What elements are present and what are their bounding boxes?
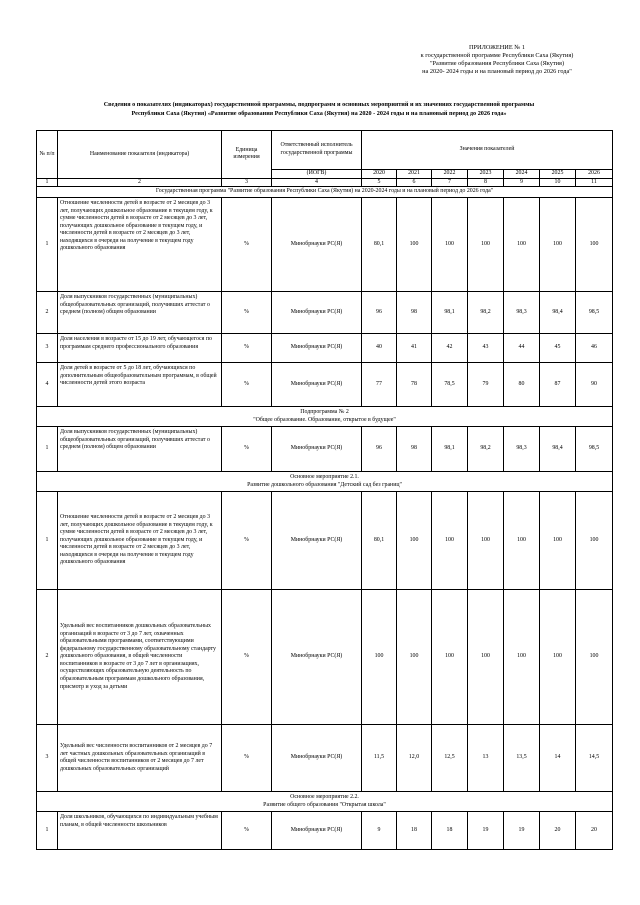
indicator-value: 46: [576, 334, 613, 363]
header-values: Значения показателей: [362, 131, 613, 170]
indicator-value: 98: [397, 292, 432, 334]
indicator-unit: %: [222, 427, 272, 472]
program-title: Государственная программа "Развитие образования Республики Саха (Якутия) на 2020-2024 годы и на плановый период до 2026 года": [37, 187, 613, 198]
indicator-value: 79: [468, 363, 504, 407]
indicator-unit: %: [222, 334, 272, 363]
indicator-value: 43: [468, 334, 504, 363]
indicator-value: 14,5: [576, 725, 613, 792]
indicator-value: 14: [540, 725, 576, 792]
indicator-name: Доля выпускников государственных (муниципальных) общеобразовательных организаций, получивших аттестат о среднем (полном) общем образовании: [58, 292, 222, 334]
indicator-value: 98,1: [432, 427, 468, 472]
section-title-row: [37, 407, 613, 427]
indicator-value: 100: [540, 198, 576, 292]
indicator-value: 80: [504, 363, 540, 407]
indicator-value: 13: [468, 725, 504, 792]
column-number: 11: [576, 178, 613, 187]
appendix-header: [392, 44, 602, 76]
indicator-name: Отношение численности детей в возрасте от 2 месяцев до 3 лет, получающих дошкольное образование в текущем году, к сумме численности детей в возрасте от 2 месяцев до 3 лет, получающих дошкольное образование в текущем году, и численности детей в возрасте от 2 месяцев до 3 лет, находящихся в очереди на получение в текущем году дошкольного образования: [58, 492, 222, 590]
header-year: 2024: [504, 170, 540, 179]
table-row: [37, 725, 613, 792]
header-name: Наименование показателя (индикатора): [58, 131, 222, 179]
section-title-row: [37, 792, 613, 812]
indicator-value: 98,5: [576, 427, 613, 472]
column-number: 3: [222, 178, 272, 187]
indicator-value: 100: [468, 492, 504, 590]
indicator-value: 98,2: [468, 292, 504, 334]
measure-title-number: Основное мероприятие 2.1.: [290, 474, 359, 480]
indicator-value: 19: [504, 812, 540, 850]
header-row: [37, 131, 613, 170]
indicator-value: 98,1: [432, 292, 468, 334]
indicator-unit: %: [222, 292, 272, 334]
column-number: 4: [272, 178, 362, 187]
header-executor: Ответственный исполнитель государственной программы: [272, 131, 362, 170]
column-number: 5: [362, 178, 397, 187]
indicator-value: 100: [576, 198, 613, 292]
indicator-value: 100: [540, 492, 576, 590]
indicator-value: 19: [468, 812, 504, 850]
column-number: 2: [58, 178, 222, 187]
indicator-value: 11,5: [362, 725, 397, 792]
indicator-executor: Минобрнауки РС(Я): [272, 427, 362, 472]
indicator-value: 80,1: [362, 492, 397, 590]
indicator-value: 100: [468, 198, 504, 292]
column-number: 7: [432, 178, 468, 187]
row-num: 2: [37, 292, 58, 334]
indicator-value: 100: [468, 590, 504, 725]
indicator-value: 100: [397, 590, 432, 725]
indicator-unit: %: [222, 725, 272, 792]
column-number: 9: [504, 178, 540, 187]
subprogram-title-number: Подпрограмма № 2: [300, 409, 349, 415]
indicator-value: 80,1: [362, 198, 397, 292]
table-row: [37, 590, 613, 725]
indicator-value: 100: [504, 590, 540, 725]
header-num: № п/п: [37, 131, 58, 179]
indicator-value: 45: [540, 334, 576, 363]
indicator-value: 9: [362, 812, 397, 850]
subprogram-title-name: "Общее образование. Образование, открытое в будущее": [253, 416, 396, 423]
indicator-value: 40: [362, 334, 397, 363]
indicator-value: 98,3: [504, 292, 540, 334]
indicator-value: 41: [397, 334, 432, 363]
indicator-value: 98,5: [576, 292, 613, 334]
indicator-value: 100: [576, 492, 613, 590]
row-num: 1: [37, 427, 58, 472]
indicator-value: 100: [397, 492, 432, 590]
indicator-value: 100: [362, 590, 397, 725]
appendix-line: "Развитие образования Республики Саха (Якутия): [429, 60, 565, 68]
header-unit: Единица измерения: [222, 131, 272, 179]
measure-title: [37, 792, 613, 812]
indicator-value: 100: [432, 590, 468, 725]
indicator-value: 78,5: [432, 363, 468, 407]
indicator-value: 100: [432, 198, 468, 292]
indicator-name: Доля школьников, обучающихся по индивидуальным учебным планам, в общей численности школьников: [58, 812, 222, 850]
indicator-value: 18: [432, 812, 468, 850]
header-year: 2025: [540, 170, 576, 179]
indicator-name: Доля населения в возрасте от 15 до 19 лет, обучающегося по программам среднего профессионального образования: [58, 334, 222, 363]
measure-title-name: Развитие дошкольного образования "Детский сад без границ": [247, 481, 402, 488]
row-num: 1: [37, 492, 58, 590]
header-year: 2021: [397, 170, 432, 179]
row-num: 3: [37, 725, 58, 792]
table-row: [37, 198, 613, 292]
indicator-value: 98: [397, 427, 432, 472]
indicator-value: 96: [362, 292, 397, 334]
appendix-line: на 2020- 2024 годы и на плановый период до 2026 года": [422, 68, 572, 76]
indicator-unit: %: [222, 590, 272, 725]
indicator-name: Удельный вес численности воспитанников от 2 месяцев до 7 лет частных дошкольных образовательных организаций в общей численности воспитанников от 2 месяцев до 7 лет дошкольных образовательных организаций: [58, 725, 222, 792]
indicator-executor: Минобрнауки РС(Я): [272, 292, 362, 334]
indicator-value: 87: [540, 363, 576, 407]
table-row: [37, 292, 613, 334]
indicator-value: 98,4: [540, 427, 576, 472]
indicator-name: Удельный вес воспитанников дошкольных образовательных организаций в возрасте от 3 до 7 лет, охваченных образовательными программами, соответствующими федеральному государственному образовательному стандарту дошкольного образования, в общей численности воспитанников в возрасте от 3 до 7 лет в организациях, осуществляющих образовательную деятельность по образовательным программам дошкольного образования, присмотр и уход за детьми: [58, 590, 222, 725]
row-num: 3: [37, 334, 58, 363]
document-title: [52, 101, 586, 118]
section-title-row: [37, 472, 613, 492]
header-year: 2020: [362, 170, 397, 179]
table-row: [37, 334, 613, 363]
indicator-value: 98,4: [540, 292, 576, 334]
indicator-value: 98,3: [504, 427, 540, 472]
header-year: 2026: [576, 170, 613, 179]
indicator-value: 100: [397, 198, 432, 292]
header-year: 2023: [468, 170, 504, 179]
indicator-executor: Минобрнауки РС(Я): [272, 590, 362, 725]
column-number: 1: [37, 178, 58, 187]
indicator-executor: Минобрнауки РС(Я): [272, 812, 362, 850]
header-year: 2022: [432, 170, 468, 179]
indicator-value: 100: [540, 590, 576, 725]
document-title-line: Сведения о показателях (индикаторах) государственной программы, подпрограмм и основных мероприятий и их значениях государственной программы: [103, 101, 535, 108]
table-row: [37, 363, 613, 407]
indicator-unit: %: [222, 198, 272, 292]
row-num: 2: [37, 590, 58, 725]
indicator-value: 44: [504, 334, 540, 363]
subprogram-title: [37, 407, 613, 427]
table-row: [37, 492, 613, 590]
table-row: [37, 812, 613, 850]
appendix-line: к государственной программе Республики Саха (Якутия): [420, 52, 574, 60]
measure-title-number: Основное мероприятие 2.2.: [290, 794, 359, 800]
row-num: 4: [37, 363, 58, 407]
indicator-executor: Минобрнауки РС(Я): [272, 198, 362, 292]
indicator-value: 12,0: [397, 725, 432, 792]
measure-title-name: Развитие общего образования "Открытая школа": [263, 801, 386, 808]
column-number-row: [37, 178, 613, 187]
appendix-line: ПРИЛОЖЕНИЕ № 1: [469, 44, 525, 51]
indicator-value: 78: [397, 363, 432, 407]
indicator-value: 12,5: [432, 725, 468, 792]
column-number: 8: [468, 178, 504, 187]
indicator-value: 18: [397, 812, 432, 850]
indicator-value: 42: [432, 334, 468, 363]
indicators-table: [36, 130, 613, 850]
indicator-value: 100: [504, 492, 540, 590]
indicator-value: 77: [362, 363, 397, 407]
indicator-value: 13,5: [504, 725, 540, 792]
indicator-value: 20: [540, 812, 576, 850]
indicator-value: 100: [576, 590, 613, 725]
indicator-unit: %: [222, 363, 272, 407]
table-row: [37, 427, 613, 472]
column-number: 10: [540, 178, 576, 187]
column-number: 6: [397, 178, 432, 187]
row-num: 1: [37, 198, 58, 292]
indicator-value: 98,2: [468, 427, 504, 472]
indicator-name: Отношение численности детей в возрасте от 2 месяцев до 3 лет, получающих дошкольное образование в текущем году, к сумме численности детей в возрасте от 2 месяцев до 3 лет, получающих дошкольное образование в текущем году, и численности детей в возрасте от 2 месяцев до 3 лет, находящихся в очереди на получение в текущем году дошкольного образования: [58, 198, 222, 292]
indicator-executor: Минобрнауки РС(Я): [272, 363, 362, 407]
row-num: 1: [37, 812, 58, 850]
document-title-line: Республики Саха (Якутия) «Развитие образования Республики Саха (Якутия) на 2020 - 2024 годы и на плановый период до 2026 года»: [131, 109, 507, 117]
indicator-value: 100: [504, 198, 540, 292]
indicator-executor: Минобрнауки РС(Я): [272, 492, 362, 590]
indicator-value: 96: [362, 427, 397, 472]
program-title-row: [37, 187, 613, 198]
indicator-executor: Минобрнауки РС(Я): [272, 334, 362, 363]
indicator-value: 90: [576, 363, 613, 407]
indicator-value: 100: [432, 492, 468, 590]
indicator-executor: Минобрнауки РС(Я): [272, 725, 362, 792]
indicator-value: 20: [576, 812, 613, 850]
indicator-unit: %: [222, 492, 272, 590]
indicator-name: Доля детей в возрасте от 5 до 18 лет, обучающихся по дополнительным общеобразовательным программам, в общей численности детей этого возраста: [58, 363, 222, 407]
indicator-unit: %: [222, 812, 272, 850]
header-executor-abbr: (ИОГВ): [272, 170, 362, 179]
measure-title: [37, 472, 613, 492]
indicator-name: Доля выпускников государственных (муниципальных) общеобразовательных организаций, получивших аттестат о среднем (полном) общем образовании: [58, 427, 222, 472]
